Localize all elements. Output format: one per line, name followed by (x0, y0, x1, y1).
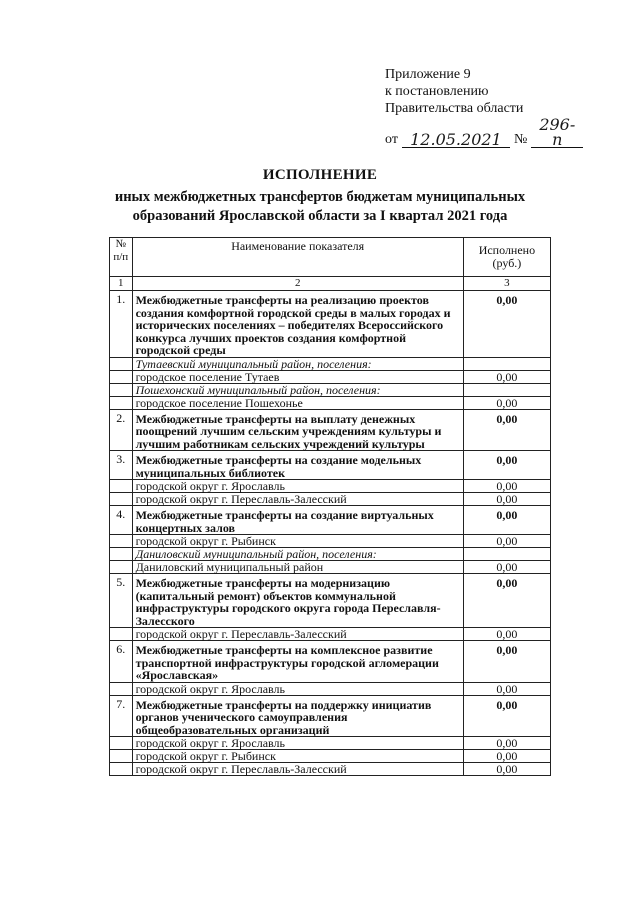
district-row (110, 357, 551, 370)
row-value: 0,00 (463, 763, 550, 776)
row-value: 0,00 (463, 480, 550, 493)
section-row (110, 641, 551, 683)
row-name: городской округ г. Рыбинск (132, 535, 463, 548)
row-value: 0,00 (463, 506, 550, 535)
row-value: 0,00 (463, 750, 550, 763)
row-name: городской округ г. Ярославль (132, 737, 463, 750)
row-number (110, 763, 133, 776)
table-row (110, 535, 551, 548)
row-name: Межбюджетные трансферты на модернизацию (капитальный ремонт) объектов коммунальной инфраструктуры городского округа города Переславля-Залесского (132, 574, 463, 628)
row-value: 0,00 (463, 451, 550, 480)
row-name: городской округ г. Рыбинск (132, 750, 463, 763)
col-index-3: 3 (463, 277, 550, 291)
row-name: городской округ г. Ярославль (132, 480, 463, 493)
handwritten-date: 12.05.2021 (402, 132, 510, 148)
row-value (463, 548, 550, 561)
row-value: 0,00 (463, 409, 550, 451)
row-value: 0,00 (463, 535, 550, 548)
section-row (110, 574, 551, 628)
row-name: Межбюджетные трансферты на реализацию проектов создания комфортной городской среды в малых городах и исторических поселениях – победителях Всероссийского конкурса лучших проектов создания комфортной городской среды (132, 291, 463, 358)
section-row (110, 506, 551, 535)
table-row (110, 737, 551, 750)
row-value: 0,00 (463, 628, 550, 641)
table-row (110, 480, 551, 493)
row-number (110, 628, 133, 641)
row-name: Межбюджетные трансферты на создание модельных муниципальных библиотек (132, 451, 463, 480)
row-number: 1. (110, 291, 133, 358)
appendix-line-1: Приложение 9 (385, 67, 471, 82)
col-index-2: 2 (132, 277, 463, 291)
row-number (110, 357, 133, 370)
row-number (110, 396, 133, 409)
row-value: 0,00 (463, 396, 550, 409)
row-value: 0,00 (463, 493, 550, 506)
row-name: Тутаевский муниципальный район, поселения: (132, 357, 463, 370)
table-row (110, 561, 551, 574)
col-index-1: 1 (110, 277, 133, 291)
table-row (110, 396, 551, 409)
row-name: городской округ г. Переславль-Залесский (132, 628, 463, 641)
row-number (110, 750, 133, 763)
row-number: 7. (110, 695, 133, 737)
row-name: городской округ г. Переславль-Залесский (132, 493, 463, 506)
district-row (110, 383, 551, 396)
table-row (110, 763, 551, 776)
row-number: 5. (110, 574, 133, 628)
row-number (110, 548, 133, 561)
resolution-date-number (385, 117, 583, 148)
table-header-row (110, 238, 551, 277)
row-number (110, 383, 133, 396)
section-row (110, 291, 551, 358)
row-value: 0,00 (463, 370, 550, 383)
row-name: Межбюджетные трансферты на создание виртуальных концертных залов (132, 506, 463, 535)
appendix-header (385, 66, 583, 148)
row-name: Межбюджетные трансферты на выплату денежных поощрений лучшим сельским учреждениям культуры и лучшим работникам сельских учреждений культуры (132, 409, 463, 451)
district-row (110, 548, 551, 561)
row-name: городское поселение Пошехонье (132, 396, 463, 409)
row-name: городской округ г. Переславль-Залесский (132, 763, 463, 776)
row-number (110, 561, 133, 574)
row-value (463, 357, 550, 370)
col-executed-header: Исполнено (руб.) (463, 238, 550, 277)
row-name: Даниловский муниципальный район, поселения: (132, 548, 463, 561)
row-value: 0,00 (463, 682, 550, 695)
row-number: 3. (110, 451, 133, 480)
row-name: Пошехонский муниципальный район, поселения: (132, 383, 463, 396)
row-name: Даниловский муниципальный район (132, 561, 463, 574)
col-number-header: № п/п (110, 238, 133, 277)
row-number (110, 370, 133, 383)
row-number (110, 493, 133, 506)
row-value: 0,00 (463, 574, 550, 628)
section-row (110, 451, 551, 480)
row-value: 0,00 (463, 561, 550, 574)
handwritten-number: 296-п (531, 117, 583, 148)
table-row (110, 493, 551, 506)
row-value (463, 383, 550, 396)
row-name: городской округ г. Ярославль (132, 682, 463, 695)
table-row (110, 682, 551, 695)
table-row (110, 628, 551, 641)
section-row (110, 695, 551, 737)
number-label: № (513, 132, 528, 147)
table-row (110, 370, 551, 383)
row-value: 0,00 (463, 641, 550, 683)
document-title: ИСПОЛНЕНИЕ (262, 167, 378, 183)
subtitle-line-1: иных межбюджетных трансфертов бюджетам муниципальных (114, 189, 526, 205)
row-number: 2. (110, 409, 133, 451)
row-value: 0,00 (463, 291, 550, 358)
document-subtitle (0, 188, 640, 226)
row-number: 6. (110, 641, 133, 683)
row-number (110, 682, 133, 695)
row-number (110, 535, 133, 548)
appendix-line-2: к постановлению (385, 84, 489, 99)
table-row (110, 750, 551, 763)
row-name: городское поселение Тутаев (132, 370, 463, 383)
subtitle-line-2: образований Ярославской области за I квартал 2021 года (132, 208, 508, 224)
row-number (110, 737, 133, 750)
row-name: Межбюджетные трансферты на комплексное развитие транспортной инфраструктуры городской агломерации «Ярославская» (132, 641, 463, 683)
from-label: от (385, 132, 398, 147)
row-value: 0,00 (463, 695, 550, 737)
row-number: 4. (110, 506, 133, 535)
transfers-table (109, 237, 551, 776)
appendix-line-3: Правительства области (385, 101, 524, 116)
row-number (110, 480, 133, 493)
col-name-header: Наименование показателя (132, 238, 463, 277)
row-name: Межбюджетные трансферты на поддержку инициатив органов ученического самоуправления общеобразовательных организаций (132, 695, 463, 737)
section-row (110, 409, 551, 451)
row-value: 0,00 (463, 737, 550, 750)
table-index-row (110, 277, 551, 291)
